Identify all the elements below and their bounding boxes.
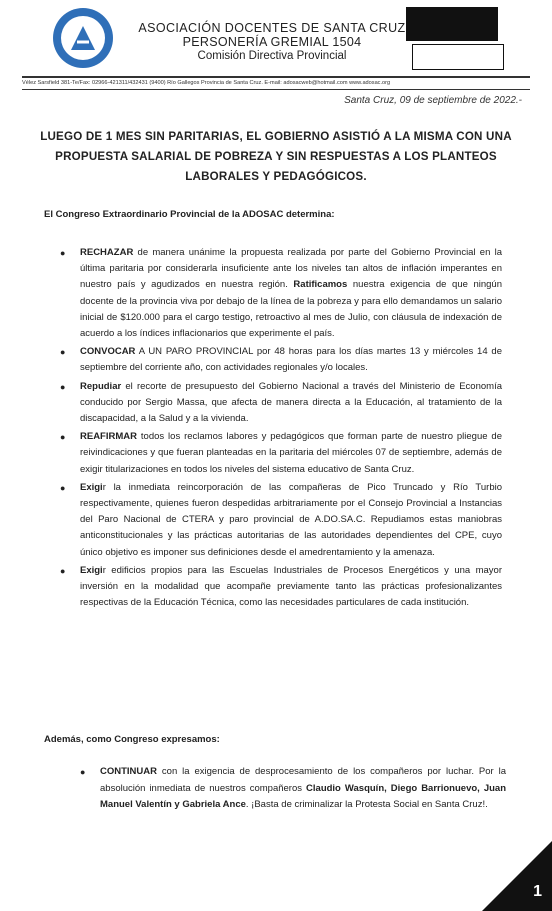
list-item: ● CONVOCAR A UN PARO PROVINCIAL por 48 horas para los días martes 13 y miércoles 14 de septiembre del corriente año, con actividades regionales y/o locales. — [60, 346, 502, 374]
list-item: ● Exigir edificios propios para las Escuelas Industriales de Procesos Energéticos y una mayor inversión en la modalidad que acompañe previamente tanto las prácticas profesionalizantes respectivas de la Educación Técnica, como las necesidades particulares de cada institución. — [60, 564, 502, 609]
address-line: Vélez Sarsfield 381-Te/Fax: 02966-421311/432431 (9400) Río Gallegos Provincia de Santa Cruz. E-mail: adosacweb@hotmail.com www.adosac.org — [22, 80, 391, 86]
bullet-icon: ● — [60, 381, 66, 392]
document-title: LUEGO DE 1 MES SIN PARITARIAS, EL GOBIERNO ASISTIÓ A LA MISMA CON UNA PROPUESTA SALARIAL DE POBREZA Y SIN RESPUESTAS A LOS PLANTEOS LABORALES Y PEDAGÓGICOS. — [40, 130, 512, 183]
bullet-icon: ● — [60, 347, 66, 358]
org-name-line1: ASOCIACIÓN DOCENTES DE SANTA CRUZ — [138, 21, 406, 35]
ctera-logo — [412, 44, 504, 70]
bullet-icon: ● — [60, 248, 66, 258]
organization-name — [130, 21, 414, 63]
expressions-list — [74, 764, 506, 814]
bullet-icon: ● — [60, 482, 66, 493]
intro-paragraph: El Congreso Extraordinario Provincial de la ADOSAC determina: — [44, 209, 335, 220]
list-item: ● Repudiar el recorte de presupuesto del Gobierno Nacional a través del Ministerio de Economía conducido por Sergio Massa, que afecta de manera directa a la Educación, al tratamiento de la discapacidad, a la Salud y a la vivienda. — [60, 380, 502, 425]
document-date: Santa Cruz, 09 de septiembre de 2022.- — [344, 95, 522, 106]
list-item: ● CONTINUAR con la exigencia de desprocesamiento de los compañeros por luchar. Por la absolución inmediata de nuestros compañeros Claudio Wasquín, Diego Barrionuevo, Juan Manuel Valentín y Gabriela Ance. ¡Basta de criminalizar la Protesta Social en Santa Cruz!. — [80, 766, 506, 811]
cta-logo — [406, 7, 498, 41]
bullet-icon: ● — [80, 767, 86, 777]
adosac-logo — [44, 6, 122, 70]
page-number: 1 — [533, 883, 542, 900]
list-item: ● REAFIRMAR todos los reclamos labores y pedagógicos que forman parte de nuestro pliegue de reivindicaciones y que fueran planteadas en la paritaria del miércoles 07 de septiembre, además de exigir titularizaciones en todos los niveles del sistema educativo de Santa Cruz. — [60, 431, 502, 475]
section-heading: Además, como Congreso expresamos: — [44, 734, 220, 745]
org-name-line3: Comisión Directiva Provincial — [197, 50, 347, 62]
letterhead — [0, 0, 552, 74]
divider — [22, 89, 530, 90]
resolutions-list — [52, 245, 502, 613]
bullet-icon: ● — [60, 565, 66, 576]
list-item: ● RECHAZAR de manera unánime la propuesta realizada por parte del Gobierno Provincial en la última paritaria por considerarla insuficiente ante los niveles tan altos de inflación imperantes en nuestro país y agudizados en nuestra región. Ratificamos nuestra exigencia de que ningún docente de la provincia viva por debajo de la línea de la pobreza y para ello demandamos un salario inicial de $120.000 para el cargo testigo, retroactivo al mes de Julio, con cláusula de indexación de acuerdo a los índices inflacionarios que experimente el país. — [60, 247, 503, 340]
org-name-line2: PERSONERÍA GREMIAL 1504 — [182, 35, 362, 49]
bullet-icon: ● — [60, 432, 66, 443]
list-item: ● Exigir la inmediata reincorporación de las compañeras de Pico Truncado y Río Turbio respectivamente, quienes fueron despedidas arbitrariamente por el Consejo Provincial a Instancias del Paro Nacional de CTERA y paro provincial de A.DO.SA.C. Repudiamos estas maniobras anticonstitucionales y las prácticas autoritarias de las autoridades dependientes del CPE, cuyo único objetivo es imponer sus definiciones desde el amedrentamiento y la amenaza. — [60, 481, 502, 558]
divider — [22, 76, 530, 78]
